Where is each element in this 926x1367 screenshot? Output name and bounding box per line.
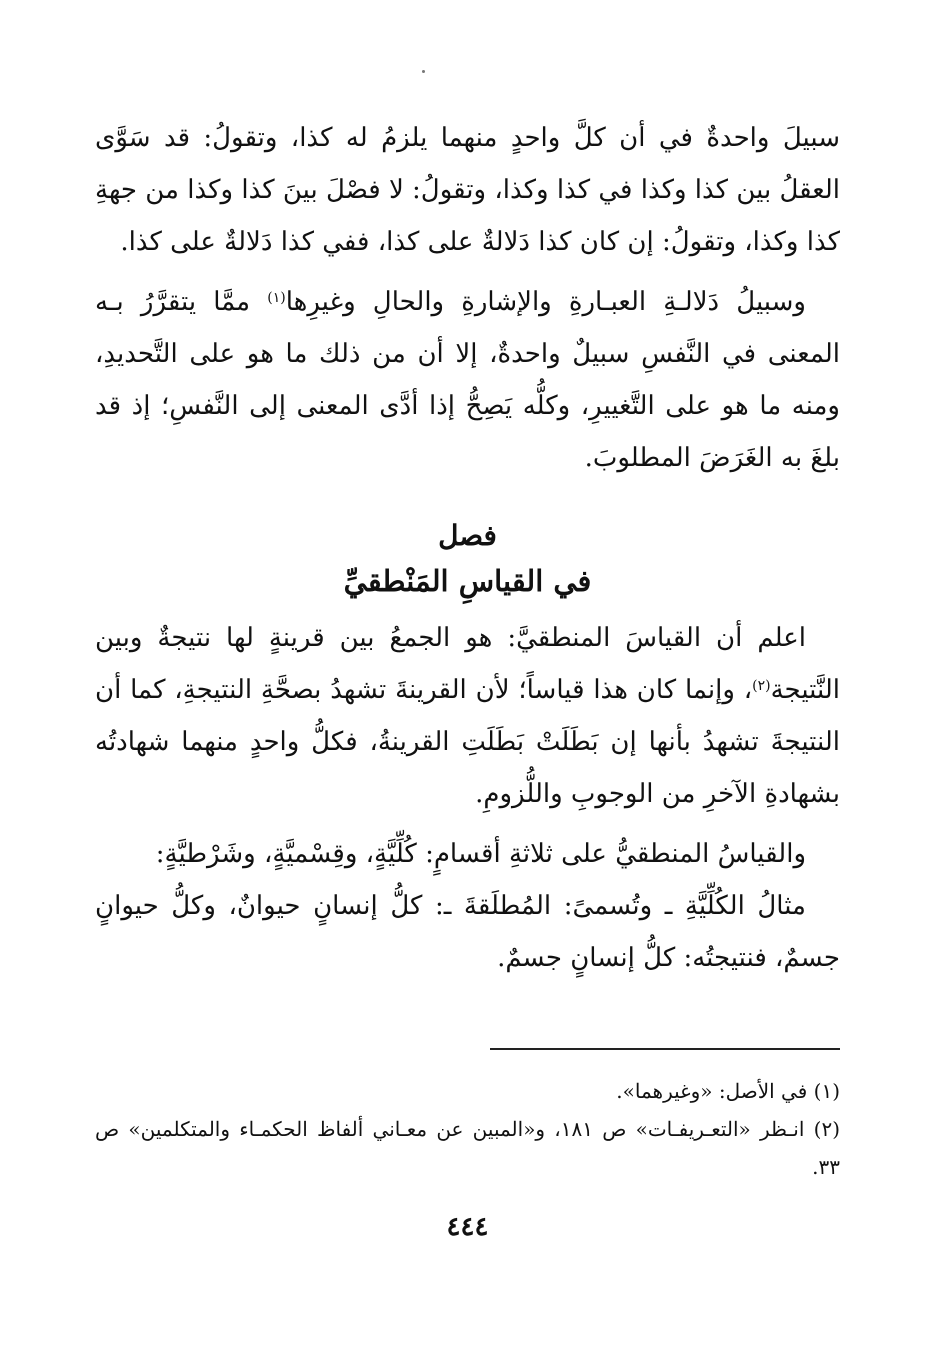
paragraph-continuation: سبيلَ واحدةٌ في أن كلَّ واحدٍ منهما يلزمُ له كذا، وتقولُ: قد سَوَّى العقلُ بين كذا وكذا في كذا وكذا، وتقولُ: لا فصْلَ بينَ كذا وكذا من جهةِ كذا وكذا، وتقولُ: إن كان كذا دَلالةٌ على كذا، ففي كذا دَلالةٌ على كذا.	[95, 123, 840, 257]
footnote-1: (١) في الأصل: «وغيرهما».	[616, 1079, 840, 1103]
paragraph-qiyas-types: والقياسُ المنطقيُّ على ثلاثةِ أقسامٍ: كُلِّيَّةٍ، وقِسْميَّةٍ، وشَرْطيَّةٍ:	[155, 839, 806, 869]
paragraph-qiyas-definition	[95, 612, 840, 820]
page-number: ٤٤٤	[446, 1212, 489, 1242]
paragraph-dalala	[95, 276, 840, 484]
paragraph-dalala-rest: ممَّا يتقرَّرُ بـه المعنى في النَّفسِ سبيلٌ واحدةٌ، إلا أن من ذلك ما هو على التَّحديدِ، ومنه ما هو على التَّغييرِ، وكلُّه يَصِحُّ إذا أدَّى المعنى إلى النَّفسِ؛ إذ قد بلغَ به الغَرَضَ المطلوبَ.	[95, 287, 840, 473]
footnote-separator	[490, 1048, 840, 1050]
section-title: في القياسِ المَنْطقيِّ	[343, 564, 592, 598]
paragraph-qiyas-start: اعلم أن القياسَ المنطقيَّ: هو الجمعُ بين قرينةٍ لها نتيجةٌ وبين النَّتيجة	[95, 623, 841, 705]
book-page	[95, 112, 840, 1292]
footnotes	[95, 1072, 840, 1186]
section-label: فصل	[438, 519, 497, 552]
footnote-ref-1: (١)	[267, 290, 286, 306]
paragraph-qiyas-rest: ، وإنما كان هذا قياساً؛ لأن القرينةَ تشهدُ بصحَّةِ النتيجةِ، كما أن النتيجةَ تشهدُ بأنها إن بَطَلَتْ بَطَلَتِ القرينةُ، فكلُّ واحدٍ منهما شهادتُه بشهادةِ الآخرِ من الوجوبِ واللُّزومِ.	[95, 675, 840, 809]
paragraph-kulliyya-example: مثالُ الكُلِّيَّةِ ـ وتُسمىً: المُطلَقةَ ـ: كلُّ إنسانٍ حيوانٌ، وكلُّ حيوانٍ جسمٌ، فنتيجتُه: كلُّ إنسانٍ جسمٌ.	[95, 891, 840, 973]
footnote-2: (٢) انـظر «التعـريفـات» ص ١٨١، و«المبين عن معـاني ألفاظ الحكمـاء والمتكلمين» ص ٣٣.	[95, 1117, 840, 1179]
footnote-ref-2: (٢)	[752, 678, 771, 694]
paragraph-dalala-start: وسبيلُ دَلالـةِ العبـارةِ والإشارةِ والحالِ وغيرِها	[285, 287, 806, 317]
scan-mark	[422, 70, 425, 73]
